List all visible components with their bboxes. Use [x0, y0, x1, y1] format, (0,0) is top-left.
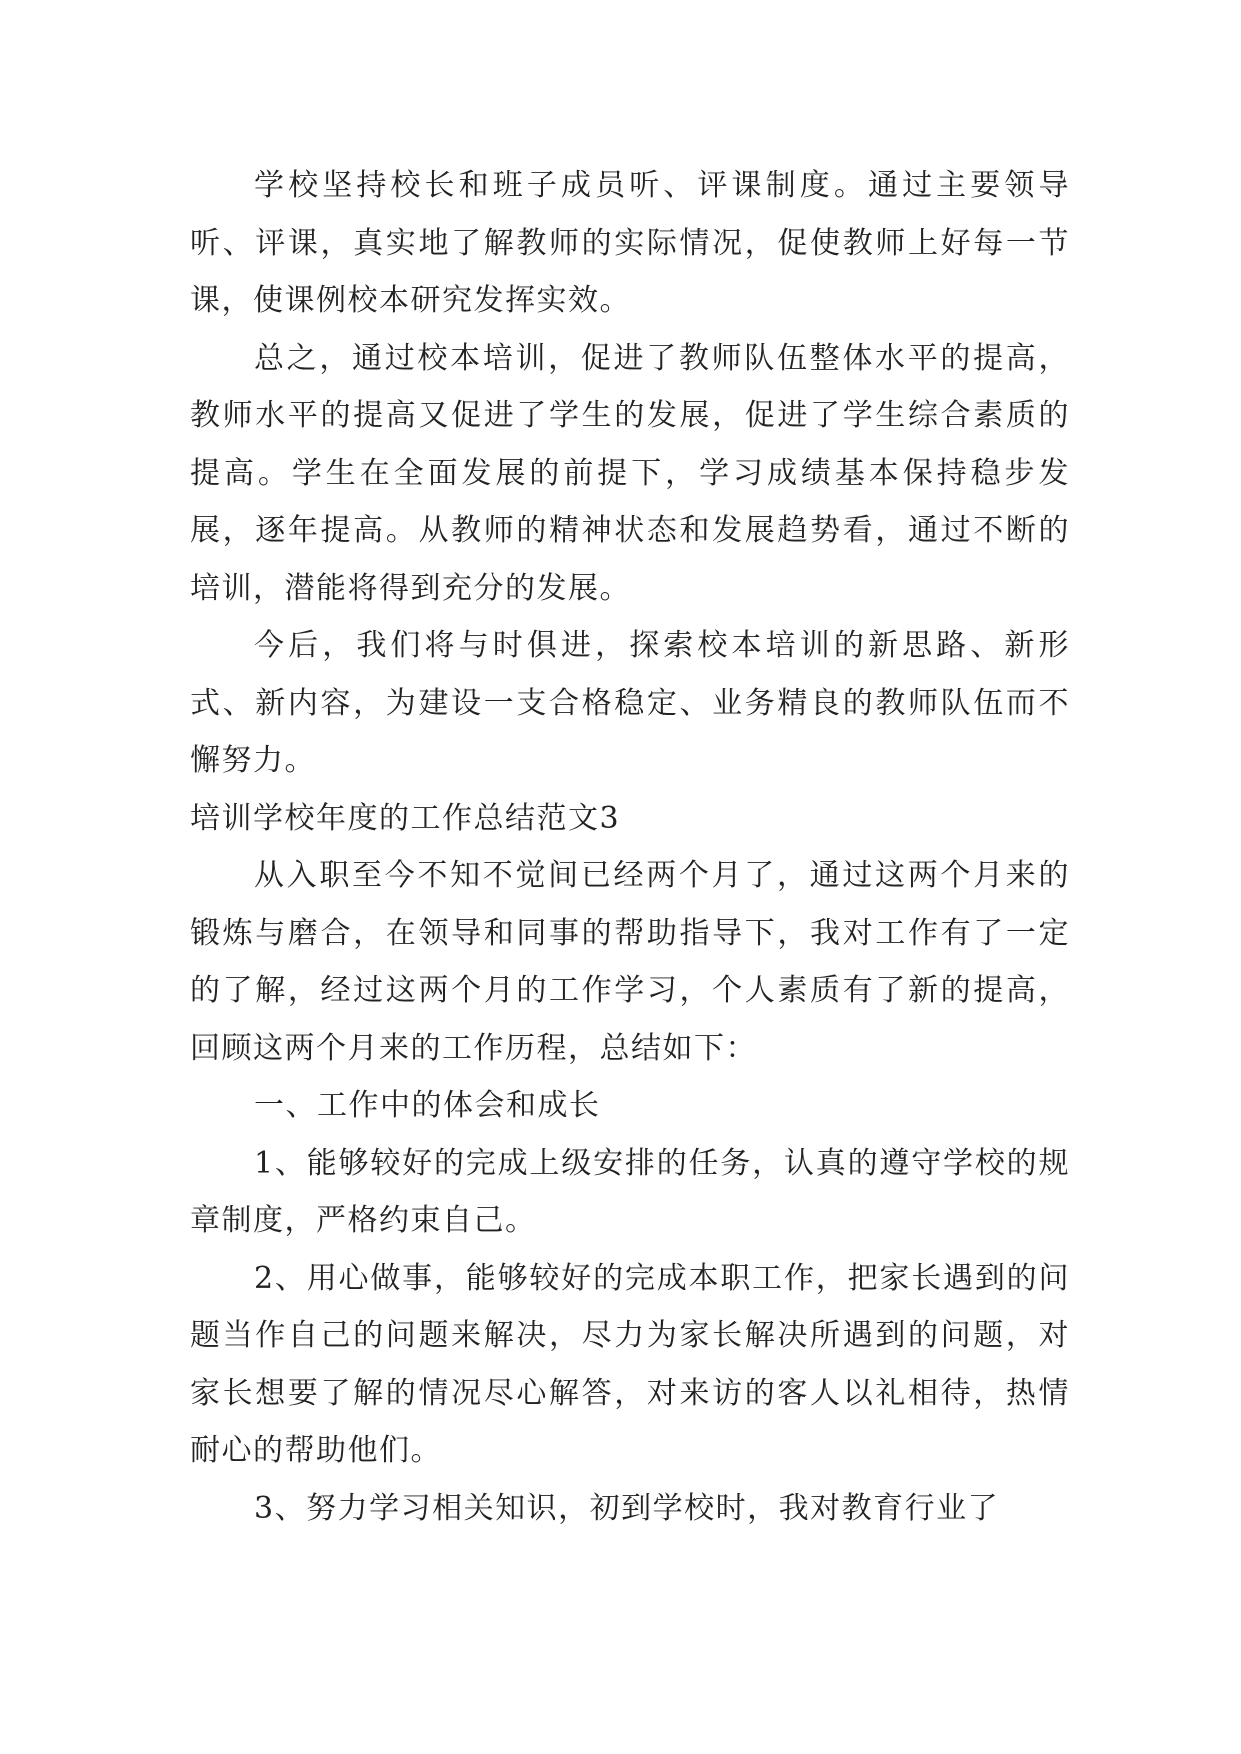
paragraph-lesson-evaluation: 学校坚持校长和班子成员听、评课制度。通过主要领导听、评课，真实地了解教师的实际情况，促使教师上好每一节课，使课例校本研究发挥实效。: [190, 168, 1070, 318]
subheading-experience: 一、工作中的体会和成长: [254, 1088, 601, 1123]
paragraph-future: 今后，我们将与时俱进，探索校本培训的新思路、新形式、新内容，为建设一支合格稳定、业务精良的教师队伍而不懈努力。: [190, 628, 1070, 778]
section-title: 培训学校年度的工作总结范文3: [190, 800, 621, 836]
paragraph-intro: 从入职至今不知不觉间已经两个月了，通过这两个月来的锻炼与磨合，在领导和同事的帮助指导下，我对工作有了一定的了解，经过这两个月的工作学习，个人素质有了新的提高，回顾这两个月来的工作历程，总结如下：: [190, 858, 1070, 1066]
list-item-1: 1、能够较好的完成上级安排的任务，认真的遵守学校的规章制度，严格约束自己。: [190, 1145, 1070, 1238]
list-item-2: 2、用心做事，能够较好的完成本职工作，把家长遇到的问题当作自己的问题来解决，尽力为家长解决所遇到的问题，对家长想要了解的情况尽心解答，对来访的客人以礼相待，热情耐心的帮助他们。: [190, 1260, 1070, 1468]
document-body: [190, 157, 1070, 1537]
list-item-3: 3、努力学习相关知识，初到学校时，我对教育行业了: [254, 1490, 1000, 1526]
paragraph-summary: 总之，通过校本培训，促进了教师队伍整体水平的提高，教师水平的提高又促进了学生的发展，促进了学生综合素质的提高。学生在全面发展的前提下，学习成绩基本保持稳步发展，逐年提高。从教师的精神状态和发展趋势看，通过不断的培训，潜能将得到充分的发展。: [190, 340, 1070, 606]
